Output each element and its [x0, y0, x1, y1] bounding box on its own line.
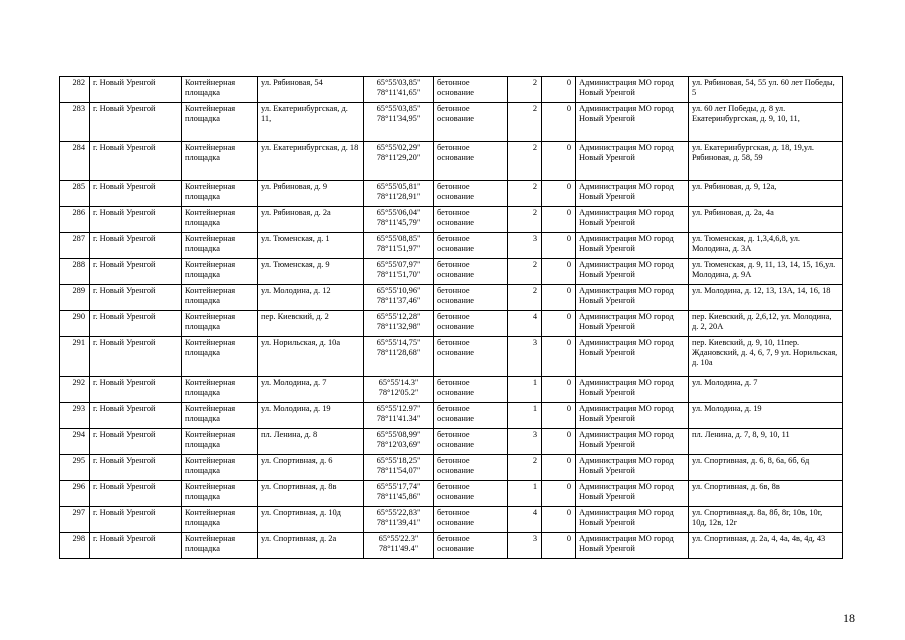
owner-cell: Администрация МО город Новый Уренгой — [576, 77, 689, 103]
table-row — [60, 142, 843, 181]
owner-cell: Администрация МО город Новый Уренгой — [576, 285, 689, 311]
volume-cell: 0 — [542, 533, 576, 559]
served-addresses-cell: ул. Спортивная, д. 2а, 4, 4а, 4в, 4д, 43 — [689, 533, 843, 559]
site-type-cell: Контейнерная площадка — [182, 103, 258, 142]
owner-cell: Администрация МО город Новый Уренгой — [576, 207, 689, 233]
owner-cell: Администрация МО город Новый Уренгой — [576, 377, 689, 403]
site-type-cell: Контейнерная площадка — [182, 455, 258, 481]
row-number: 289 — [60, 285, 90, 311]
site-type-cell: Контейнерная площадка — [182, 507, 258, 533]
served-addresses-cell: ул. Спортивная,д. 8а, 8б, 8г, 10в, 10г, 10д, 12в, 12г — [689, 507, 843, 533]
served-addresses-cell: пл. Ленина, д. 7, 8, 9, 10, 11 — [689, 429, 843, 455]
container-count-cell: 2 — [508, 259, 542, 285]
table-row — [60, 77, 843, 103]
owner-cell: Администрация МО город Новый Уренгой — [576, 142, 689, 181]
city-cell: г. Новый Уренгой — [90, 311, 182, 337]
table-row — [60, 233, 843, 259]
address-cell: ул. Екатеринбургская, д. 18 — [258, 142, 364, 181]
owner-cell: Администрация МО город Новый Уренгой — [576, 455, 689, 481]
address-cell: ул. Молодина, д. 12 — [258, 285, 364, 311]
row-number: 283 — [60, 103, 90, 142]
table-row — [60, 337, 843, 377]
container-count-cell: 1 — [508, 377, 542, 403]
coordinates-cell: 65°55'22.3" 78°11'49.4" — [364, 533, 434, 559]
row-number: 295 — [60, 455, 90, 481]
volume-cell: 0 — [542, 77, 576, 103]
table-row — [60, 311, 843, 337]
volume-cell: 0 — [542, 233, 576, 259]
container-count-cell: 2 — [508, 207, 542, 233]
waste-sites-table — [59, 76, 843, 559]
container-count-cell: 1 — [508, 481, 542, 507]
container-count-cell: 1 — [508, 403, 542, 429]
volume-cell: 0 — [542, 259, 576, 285]
city-cell: г. Новый Уренгой — [90, 337, 182, 377]
table-row — [60, 533, 843, 559]
coordinates-cell: 65°55'07,97" 78°11'51,70" — [364, 259, 434, 285]
table-body — [60, 77, 843, 559]
volume-cell: 0 — [542, 181, 576, 207]
table-row — [60, 507, 843, 533]
address-cell: ул. Тюменская, д. 1 — [258, 233, 364, 259]
row-number: 297 — [60, 507, 90, 533]
served-addresses-cell: пер. Киевский, д. 2,6,12, ул. Молодина, д. 2, 20А — [689, 311, 843, 337]
surface-cell: бетонное основание — [434, 403, 508, 429]
served-addresses-cell: ул. Спортивная, д. 6в, 8в — [689, 481, 843, 507]
row-number: 292 — [60, 377, 90, 403]
site-type-cell: Контейнерная площадка — [182, 233, 258, 259]
owner-cell: Администрация МО город Новый Уренгой — [576, 533, 689, 559]
coordinates-cell: 65°55'05,81" 78°11'28,91" — [364, 181, 434, 207]
volume-cell: 0 — [542, 207, 576, 233]
address-cell: ул. Спортивная, д. 6 — [258, 455, 364, 481]
site-type-cell: Контейнерная площадка — [182, 429, 258, 455]
served-addresses-cell: пер. Киевский, д. 9, 10, 11пер. Ждановский, д. 4, 6, 7, 9 ул. Норильская, д. 10а — [689, 337, 843, 377]
table-row — [60, 481, 843, 507]
volume-cell: 0 — [542, 429, 576, 455]
coordinates-cell: 65°55'22,83" 78°11'39,41" — [364, 507, 434, 533]
address-cell: ул. Молодина, д. 19 — [258, 403, 364, 429]
surface-cell: бетонное основание — [434, 429, 508, 455]
served-addresses-cell: ул. 60 лет Победы, д. 8 ул. Екатеринбургская, д. 9, 10, 11, — [689, 103, 843, 142]
city-cell: г. Новый Уренгой — [90, 533, 182, 559]
container-count-cell: 2 — [508, 103, 542, 142]
surface-cell: бетонное основание — [434, 207, 508, 233]
site-type-cell: Контейнерная площадка — [182, 377, 258, 403]
volume-cell: 0 — [542, 285, 576, 311]
owner-cell: Администрация МО город Новый Уренгой — [576, 403, 689, 429]
volume-cell: 0 — [542, 481, 576, 507]
container-count-cell: 3 — [508, 337, 542, 377]
served-addresses-cell: ул. Молодина, д. 7 — [689, 377, 843, 403]
table-row — [60, 429, 843, 455]
address-cell: ул. Спортивная, д. 8в — [258, 481, 364, 507]
site-type-cell: Контейнерная площадка — [182, 533, 258, 559]
site-type-cell: Контейнерная площадка — [182, 337, 258, 377]
volume-cell: 0 — [542, 455, 576, 481]
address-cell: ул. Молодина, д. 7 — [258, 377, 364, 403]
volume-cell: 0 — [542, 507, 576, 533]
served-addresses-cell: ул. Тюменская, д. 9, 11, 13, 14, 15, 16,ул. Молодина, д. 9А — [689, 259, 843, 285]
coordinates-cell: 65°55'12,28" 78°11'32,98" — [364, 311, 434, 337]
city-cell: г. Новый Уренгой — [90, 285, 182, 311]
owner-cell: Администрация МО город Новый Уренгой — [576, 103, 689, 142]
container-count-cell: 2 — [508, 77, 542, 103]
site-type-cell: Контейнерная площадка — [182, 181, 258, 207]
row-number: 296 — [60, 481, 90, 507]
coordinates-cell: 65°55'14.3" 78°12'05.2" — [364, 377, 434, 403]
row-number: 284 — [60, 142, 90, 181]
table-row — [60, 259, 843, 285]
address-cell: ул. Екатеринбургская, д. 11, — [258, 103, 364, 142]
site-type-cell: Контейнерная площадка — [182, 403, 258, 429]
city-cell: г. Новый Уренгой — [90, 233, 182, 259]
container-count-cell: 3 — [508, 533, 542, 559]
row-number: 294 — [60, 429, 90, 455]
city-cell: г. Новый Уренгой — [90, 181, 182, 207]
city-cell: г. Новый Уренгой — [90, 403, 182, 429]
page-number: 18 — [843, 611, 855, 625]
address-cell: ул. Спортивная, д. 10д — [258, 507, 364, 533]
container-count-cell: 2 — [508, 181, 542, 207]
served-addresses-cell: ул. Рябиновая, 54, 55 ул. 60 лет Победы, 5 — [689, 77, 843, 103]
owner-cell: Администрация МО город Новый Уренгой — [576, 311, 689, 337]
table-row — [60, 377, 843, 403]
row-number: 287 — [60, 233, 90, 259]
coordinates-cell: 65°55'14,75" 78°11'28,68" — [364, 337, 434, 377]
coordinates-cell: 65°55'18,25" 78°11'54,07" — [364, 455, 434, 481]
city-cell: г. Новый Уренгой — [90, 429, 182, 455]
coordinates-cell: 65°55'08,85" 78°11'51,97" — [364, 233, 434, 259]
container-count-cell: 4 — [508, 311, 542, 337]
address-cell: ул. Рябиновая, 54 — [258, 77, 364, 103]
address-cell: ул. Тюменская, д. 9 — [258, 259, 364, 285]
volume-cell: 0 — [542, 311, 576, 337]
register-table-container — [59, 76, 843, 559]
served-addresses-cell: ул. Молодина, д. 12, 13, 13А, 14, 16, 18 — [689, 285, 843, 311]
served-addresses-cell: ул. Молодина, д. 19 — [689, 403, 843, 429]
address-cell: ул. Спортивная, д. 2а — [258, 533, 364, 559]
owner-cell: Администрация МО город Новый Уренгой — [576, 429, 689, 455]
city-cell: г. Новый Уренгой — [90, 455, 182, 481]
coordinates-cell: 65°55'08,99" 78°12'03,69" — [364, 429, 434, 455]
address-cell: пер. Киевский, д. 2 — [258, 311, 364, 337]
coordinates-cell: 65°55'06,04" 78°11'45,79" — [364, 207, 434, 233]
table-row — [60, 403, 843, 429]
address-cell: ул. Рябиновая, д. 2а — [258, 207, 364, 233]
address-cell: пл. Ленина, д. 8 — [258, 429, 364, 455]
surface-cell: бетонное основание — [434, 233, 508, 259]
site-type-cell: Контейнерная площадка — [182, 259, 258, 285]
volume-cell: 0 — [542, 337, 576, 377]
row-number: 291 — [60, 337, 90, 377]
row-number: 293 — [60, 403, 90, 429]
surface-cell: бетонное основание — [434, 337, 508, 377]
volume-cell: 0 — [542, 103, 576, 142]
surface-cell: бетонное основание — [434, 77, 508, 103]
table-row — [60, 455, 843, 481]
surface-cell: бетонное основание — [434, 455, 508, 481]
container-count-cell: 4 — [508, 507, 542, 533]
owner-cell: Администрация МО город Новый Уренгой — [576, 181, 689, 207]
surface-cell: бетонное основание — [434, 533, 508, 559]
address-cell: ул. Норильская, д. 10а — [258, 337, 364, 377]
owner-cell: Администрация МО город Новый Уренгой — [576, 481, 689, 507]
city-cell: г. Новый Уренгой — [90, 481, 182, 507]
row-number: 298 — [60, 533, 90, 559]
served-addresses-cell: ул. Тюменская, д. 1,3,4,6,8, ул. Молодина, д. 3А — [689, 233, 843, 259]
site-type-cell: Контейнерная площадка — [182, 142, 258, 181]
city-cell: г. Новый Уренгой — [90, 142, 182, 181]
city-cell: г. Новый Уренгой — [90, 507, 182, 533]
city-cell: г. Новый Уренгой — [90, 259, 182, 285]
site-type-cell: Контейнерная площадка — [182, 207, 258, 233]
row-number: 288 — [60, 259, 90, 285]
surface-cell: бетонное основание — [434, 285, 508, 311]
city-cell: г. Новый Уренгой — [90, 207, 182, 233]
served-addresses-cell: ул. Рябиновая, д. 9, 12а, — [689, 181, 843, 207]
surface-cell: бетонное основание — [434, 181, 508, 207]
container-count-cell: 2 — [508, 455, 542, 481]
surface-cell: бетонное основание — [434, 507, 508, 533]
owner-cell: Администрация МО город Новый Уренгой — [576, 233, 689, 259]
surface-cell: бетонное основание — [434, 142, 508, 181]
owner-cell: Администрация МО город Новый Уренгой — [576, 259, 689, 285]
served-addresses-cell: ул. Екатеринбургская, д. 18, 19,ул. Рябиновая, д. 58, 59 — [689, 142, 843, 181]
table-row — [60, 207, 843, 233]
coordinates-cell: 65°55'12.97" 78°11'41.34" — [364, 403, 434, 429]
container-count-cell: 3 — [508, 233, 542, 259]
coordinates-cell: 65°55'03,85" 78°11'41,65" — [364, 77, 434, 103]
volume-cell: 0 — [542, 403, 576, 429]
city-cell: г. Новый Уренгой — [90, 103, 182, 142]
served-addresses-cell: ул. Рябиновая, д. 2а, 4а — [689, 207, 843, 233]
owner-cell: Администрация МО город Новый Уренгой — [576, 337, 689, 377]
site-type-cell: Контейнерная площадка — [182, 77, 258, 103]
coordinates-cell: 65°55'02,29" 78°11'29,20" — [364, 142, 434, 181]
city-cell: г. Новый Уренгой — [90, 377, 182, 403]
coordinates-cell: 65°55'03,85" 78°11'34,95" — [364, 103, 434, 142]
row-number: 286 — [60, 207, 90, 233]
site-type-cell: Контейнерная площадка — [182, 311, 258, 337]
surface-cell: бетонное основание — [434, 259, 508, 285]
coordinates-cell: 65°55'17,74" 78°11'45,86" — [364, 481, 434, 507]
table-row — [60, 285, 843, 311]
volume-cell: 0 — [542, 142, 576, 181]
table-row — [60, 181, 843, 207]
table-row — [60, 103, 843, 142]
address-cell: ул. Рябиновая, д. 9 — [258, 181, 364, 207]
owner-cell: Администрация МО город Новый Уренгой — [576, 507, 689, 533]
city-cell: г. Новый Уренгой — [90, 77, 182, 103]
container-count-cell: 2 — [508, 285, 542, 311]
site-type-cell: Контейнерная площадка — [182, 285, 258, 311]
served-addresses-cell: ул. Спортивная, д. 6, 8, 6а, 6б, 6д — [689, 455, 843, 481]
coordinates-cell: 65°55'10,96" 78°11'37,46" — [364, 285, 434, 311]
row-number: 290 — [60, 311, 90, 337]
row-number: 285 — [60, 181, 90, 207]
surface-cell: бетонное основание — [434, 311, 508, 337]
container-count-cell: 3 — [508, 429, 542, 455]
row-number: 282 — [60, 77, 90, 103]
container-count-cell: 2 — [508, 142, 542, 181]
surface-cell: бетонное основание — [434, 377, 508, 403]
surface-cell: бетонное основание — [434, 103, 508, 142]
volume-cell: 0 — [542, 377, 576, 403]
surface-cell: бетонное основание — [434, 481, 508, 507]
site-type-cell: Контейнерная площадка — [182, 481, 258, 507]
